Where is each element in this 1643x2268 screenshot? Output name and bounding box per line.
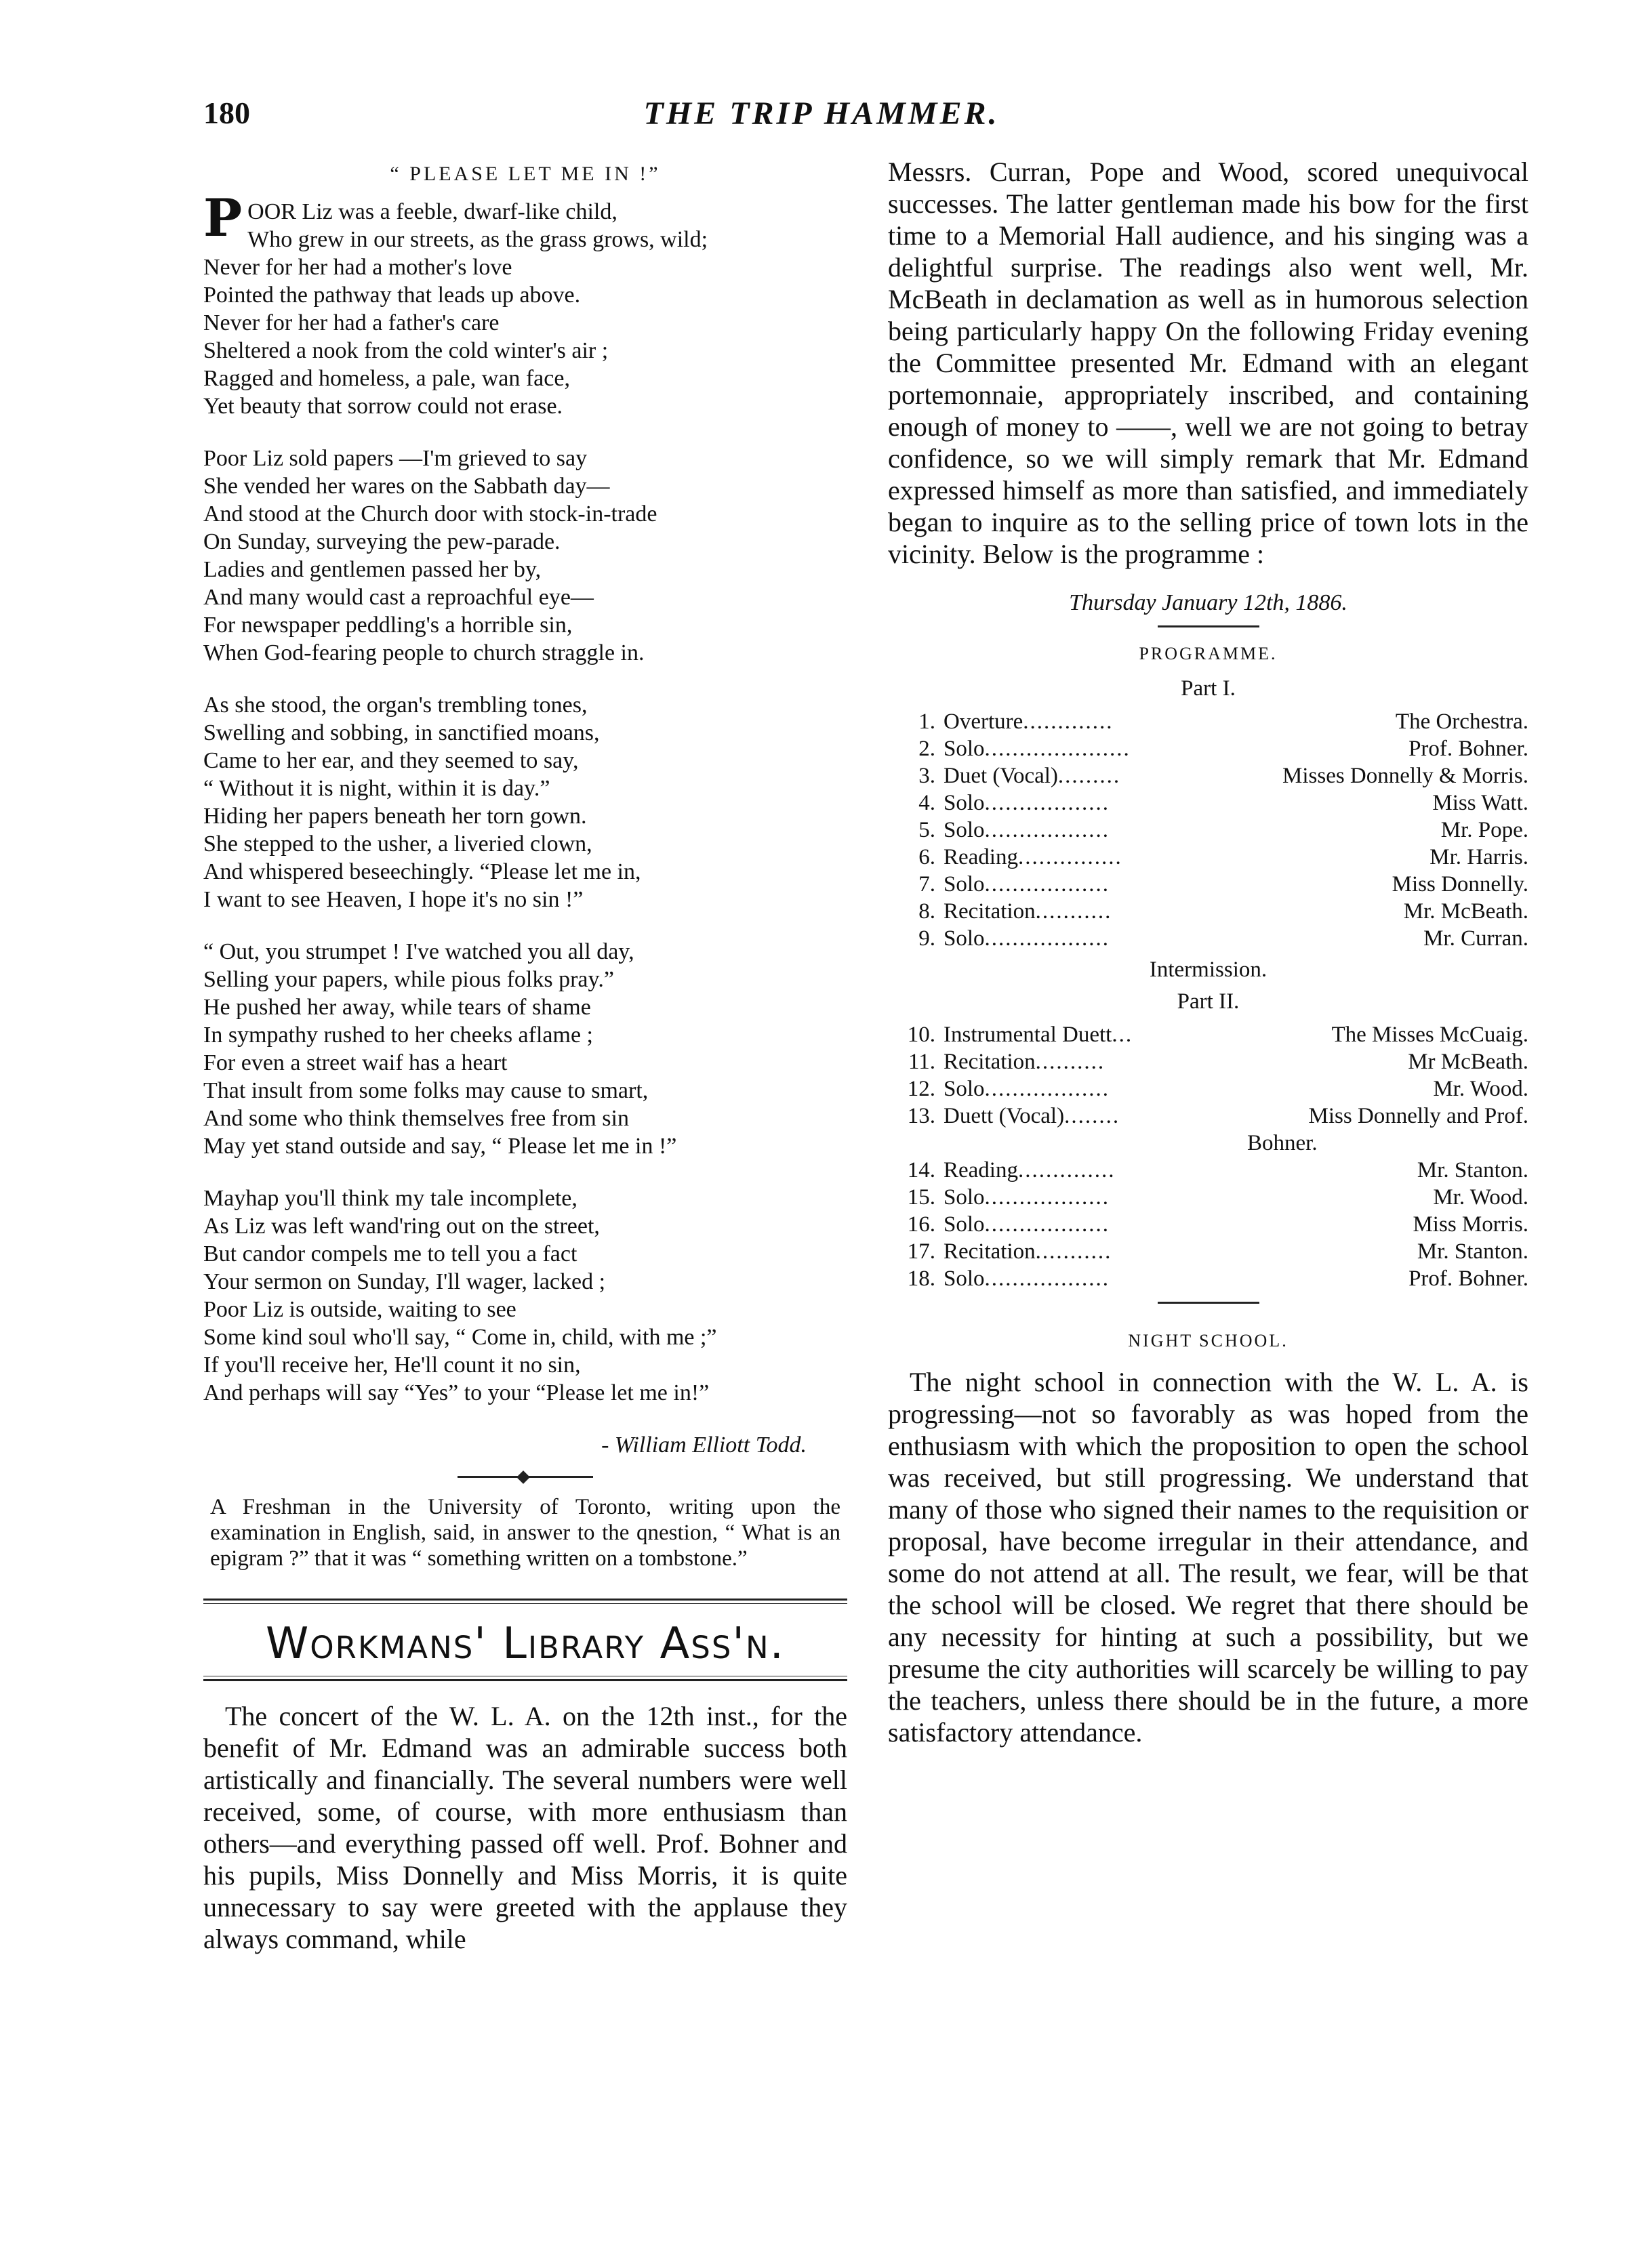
night-school-paragraph: The night school in connection with the W. L. A. is progressing—not so favorably as was hoped from the enthusiasm with which the proposition to open the school was received, but still progressing. We understand that many of those who signed their names to the requisition or proposal, have become irregular in their attendance, and some do not attend at all. The result, we fear, will be that the school will be closed. We regret that there should be any necessity for hinting at such a possibility, but we presume the city authorities will scarcely be willing to pay the teachers, unless there should be in the future, a more satisfactory attendance. (888, 1367, 1528, 1748)
programme-item-act: Solo (944, 1266, 985, 1291)
programme-item-act: Recitation (944, 899, 1036, 924)
programme-item-leader: ..................... (984, 737, 1131, 761)
programme-item-leader: ........... (1035, 1239, 1112, 1264)
poem-body (203, 188, 847, 1407)
right-column (888, 156, 1528, 1748)
programme-item-act: Solo (944, 791, 985, 815)
programme-item-act: Recitation (944, 1239, 1036, 1264)
programme-item-leader: .............. (1017, 1158, 1116, 1182)
programme-item-number: 10. (907, 1023, 935, 1047)
poem-line: As she stood, the organ's trembling tones, (203, 693, 588, 718)
programme-item (888, 1265, 1528, 1292)
poem-line: Mayhap you'll think my tale incomplete, (203, 1186, 577, 1211)
programme-item-number: 7. (918, 872, 935, 896)
programme-item-leader: ... (1112, 1023, 1133, 1047)
programme-item (888, 871, 1528, 898)
programme-item-number: 4. (918, 791, 935, 815)
short-rule (1158, 1302, 1259, 1304)
programme-item-number: 14. (907, 1158, 935, 1182)
programme-item-act: Solo (944, 872, 985, 896)
programme-item-act: Instrumental Duett (944, 1023, 1112, 1047)
programme-item-leader: .................. (984, 926, 1110, 951)
programme-item-performer: Mr. Curran. (1423, 926, 1528, 951)
poem-title: “ PLEASE LET ME IN !” (390, 163, 661, 185)
poem-line: POOR Liz was a feeble, dwarf-like child, (203, 188, 617, 248)
programme-item (888, 1021, 1528, 1048)
programme-item-performer: Mr. Harris. (1429, 845, 1528, 869)
programme-item (888, 735, 1528, 762)
short-rule (1158, 625, 1259, 627)
programme-item (888, 817, 1528, 844)
programme-item-leader: .................. (984, 818, 1110, 842)
programme-item-act: Solo (944, 1185, 985, 1210)
programme-item-leader: .......... (1035, 1050, 1106, 1074)
programme-item-number: 15. (907, 1185, 935, 1210)
programme-item-number: 13. (907, 1104, 935, 1128)
programme-item-performer: Mr. McBeath. (1403, 899, 1528, 924)
poem-line: Came to her ear, and they seemed to say, (203, 748, 579, 773)
concert-paragraph-part2: Messrs. Curran, Pope and Wood, scored unequivocal successes. The latter gentleman made his bow for the first time to a Memorial Hall audience, and his singing was a delightful surprise. The readings also went well, Mr. McBeath in declamation as well as in humorous selection being particularly happy On the following Friday evening the Committee presented Mr. Edmand with an elegant portemonnaie, appropriately inscribed, and containing enough of money to ——, well we are not going to betray confidence, so we will simply remark that Mr. Edmand expressed himself as more than satisfied, and immediately began to inquire as to the selling price of town lots in the vicinity. Below is the programme : (888, 157, 1528, 569)
programme-item (888, 762, 1528, 789)
programme-item-leader: .................. (984, 1266, 1110, 1291)
programme-item-leader: .................. (984, 1185, 1110, 1210)
programme-item-act: Overture (944, 709, 1023, 734)
part-one-list (888, 708, 1528, 952)
programme-item-leader: .................. (984, 791, 1110, 815)
programme-item-performer: Miss Donnelly and Prof. (1308, 1104, 1528, 1128)
poem-stanza (203, 938, 847, 1160)
programme-item (888, 708, 1528, 735)
poem-stanza (203, 445, 847, 667)
poem-line: On Sunday, surveying the pew-parade. (203, 529, 561, 554)
poem-line: She vended her wares on the Sabbath day— (203, 474, 610, 499)
poem-line: Some kind soul who'll say, “ Come in, child, with me ;” (203, 1325, 717, 1350)
programme-item-leader: .................. (984, 1212, 1110, 1237)
drop-cap: P (203, 188, 243, 248)
programme-item (888, 1157, 1528, 1184)
poem-line: Selling your papers, while pious folks pray.” (203, 967, 614, 992)
programme-item-performer: The Misses McCuaig. (1331, 1023, 1528, 1047)
poem-line: And many would cast a reproachful eye— (203, 585, 594, 610)
programme-title: PROGRAMME. (1139, 644, 1278, 663)
poem-line: And some who think themselves free from sin (203, 1106, 629, 1131)
poem-line: Poor Liz is outside, waiting to see (203, 1297, 516, 1322)
programme-item (888, 1102, 1528, 1130)
programme-item-leader: .................. (984, 872, 1110, 896)
programme-item-performer: Mr. Wood. (1433, 1077, 1528, 1101)
poem-line: That insult from some folks may cause to smart, (203, 1078, 649, 1103)
poem-stanza (203, 188, 847, 420)
poem-line: But candor compels me to tell you a fact (203, 1241, 577, 1266)
programme-item-performer: Mr. Stanton. (1417, 1158, 1528, 1182)
anecdote-paragraph: A Freshman in the University of Toronto, writing upon the examination in English, said, in answer to the qnestion, “ What is an epigram ?” that it was “ something written on a tombstone.” (210, 1495, 840, 1571)
poem-line: For even a street waif has a heart (203, 1050, 508, 1075)
poem-line: May yet stand outside and say, “ Please let me in !” (203, 1134, 677, 1159)
programme-item-act: Solo (944, 1077, 985, 1101)
programme-item (888, 898, 1528, 925)
concert-paragraph-part1: The concert of the W. L. A. on the 12th inst., for the benefit of Mr. Edmand was an admirable success both artistically and financially. The several numbers were well received, some, of course, with more enthusiasm than others—and everything passed off well. Prof. Bohner and his pupils, Miss Donnelly and Miss Morris, it is quite unnecessary to say were greeted with the applause they always command, while (203, 1701, 847, 1954)
programme-item-performer: Mr. Pope. (1440, 818, 1528, 842)
poem-stanza (203, 691, 847, 913)
programme-item-number: 18. (907, 1266, 935, 1291)
page-header (0, 95, 1643, 149)
poem-line: She stepped to the usher, a liveried clown, (203, 831, 592, 857)
running-title: THE TRIP HAMMER. (643, 96, 1000, 131)
poem-line: For newspaper peddling's a horrible sin, (203, 613, 573, 638)
programme-item-act: Reading (944, 845, 1018, 869)
intermission-label: Intermission. (1149, 957, 1267, 982)
programme-item-number: 8. (918, 899, 935, 924)
poem-line: Ragged and homeless, a pale, wan face, (203, 366, 570, 391)
programme-item-number: 3. (918, 764, 935, 788)
poem-line: As Liz was left wand'ring out on the street, (203, 1214, 600, 1239)
programme-item-number: 5. (918, 818, 935, 842)
poem-line: In sympathy rushed to her cheeks aflame ; (203, 1023, 593, 1048)
poem-line: Yet beauty that sorrow could not erase. (203, 394, 563, 419)
poem-stanza (203, 1184, 847, 1407)
programme-item-performer: The Orchestra. (1395, 709, 1528, 734)
programme-item-leader: ........... (1035, 899, 1112, 924)
section-rule-top (203, 1599, 847, 1604)
poem-line: Pointed the pathway that leads up above. (203, 283, 581, 308)
programme-item-leader: ............. (1023, 709, 1114, 734)
poem-line: And whispered beseechingly. “Please let me in, (203, 859, 641, 884)
programme-item-performer: Prof. Bohner. (1408, 737, 1528, 761)
programme-item-number: 6. (918, 845, 935, 869)
programme-item-act: Recitation (944, 1050, 1036, 1074)
programme-item-number: 1. (918, 709, 935, 734)
page-number: 180 (203, 96, 250, 130)
programme-item-number: 12. (907, 1077, 935, 1101)
programme-item-act: Duett (Vocal) (944, 1104, 1065, 1128)
programme-item-act: Solo (944, 1212, 985, 1237)
programme-item-leader: ............... (1017, 845, 1122, 869)
poem-line: “ Out, you strumpet ! I've watched you all day, (203, 939, 634, 964)
programme-item-leader: .................. (984, 1077, 1110, 1101)
section-rule-bottom (203, 1676, 847, 1681)
poem-line: Poor Liz sold papers —I'm grieved to say (203, 446, 588, 471)
night-school-heading: NIGHT SCHOOL. (1128, 1331, 1289, 1351)
programme-item-performer: Prof. Bohner. (1408, 1266, 1528, 1291)
poem-line: And perhaps will say “Yes” to your “Please let me in!” (203, 1380, 710, 1405)
programme-item-performer: Mr McBeath. (1408, 1050, 1528, 1074)
programme-item-act: Duet (Vocal) (944, 764, 1058, 788)
poem-line: Your sermon on Sunday, I'll wager, lacked ; (203, 1269, 606, 1294)
part-two-list (888, 1021, 1528, 1292)
programme-item (888, 789, 1528, 817)
poem-line: He pushed her away, while tears of shame (203, 995, 591, 1020)
ornament-divider (458, 1471, 593, 1482)
programme-item-number: 17. (907, 1239, 935, 1264)
programme-item (888, 1048, 1528, 1075)
programme-item-number: 11. (908, 1050, 935, 1074)
poem-line: If you'll receive her, He'll count it no sin, (203, 1353, 581, 1378)
part-two-label: Part II. (1177, 989, 1240, 1014)
programme-item-performer: Miss Morris. (1413, 1212, 1528, 1237)
poem-line: Hiding her papers beneath her torn gown. (203, 804, 587, 829)
programme-item-performer: Miss Watt. (1432, 791, 1528, 815)
poem-line: Sheltered a nook from the cold winter's air ; (203, 338, 609, 363)
section-heading: Workmans' Library Ass'n. (265, 1619, 785, 1669)
left-column (203, 156, 847, 1955)
part-one-label: Part I. (1181, 676, 1236, 701)
poem-line: Never for her had a father's care (203, 310, 500, 335)
programme-date: Thursday January 12th, 1886. (1069, 590, 1347, 615)
poem-line: When God-fearing people to church straggle in. (203, 640, 645, 665)
poem-line: I want to see Heaven, I hope it's no sin !” (203, 887, 584, 912)
programme-item (888, 1075, 1528, 1102)
programme-item-performer: Mr. Stanton. (1417, 1239, 1528, 1264)
programme-item (888, 844, 1528, 871)
programme-item-performer: Mr. Wood. (1433, 1185, 1528, 1210)
programme-item-act: Solo (944, 926, 985, 951)
poem-line: “ Without it is night, within it is day.” (203, 776, 550, 801)
poem-line: Who grew in our streets, as the grass grows, wild; (247, 227, 708, 252)
programme-item-leader: ........ (1064, 1104, 1120, 1128)
programme-item (888, 1238, 1528, 1265)
poem-line: Swelling and sobbing, in sanctified moans, (203, 720, 600, 745)
poem-line: Never for her had a mother's love (203, 255, 512, 280)
poem-line: And stood at the Church door with stock-in-trade (203, 501, 657, 527)
programme-item-act: Reading (944, 1158, 1018, 1182)
programme-item-continuation: Bohner. (1247, 1131, 1318, 1155)
programme-item (888, 925, 1528, 952)
programme-item-performer: Misses Donnelly & Morris. (1282, 764, 1528, 788)
programme-item-number: 9. (918, 926, 935, 951)
programme-item-act: Solo (944, 818, 985, 842)
programme-item-performer: Miss Donnelly. (1392, 872, 1528, 896)
programme-item-act: Solo (944, 737, 985, 761)
programme-item (888, 1211, 1528, 1238)
programme-item-number: 2. (918, 737, 935, 761)
poem-line: Ladies and gentlemen passed her by, (203, 557, 542, 582)
programme-item-number: 16. (907, 1212, 935, 1237)
programme-item (888, 1184, 1528, 1211)
programme-item-leader: ......... (1057, 764, 1121, 788)
poem-signature: - William Elliott Todd. (601, 1432, 807, 1458)
